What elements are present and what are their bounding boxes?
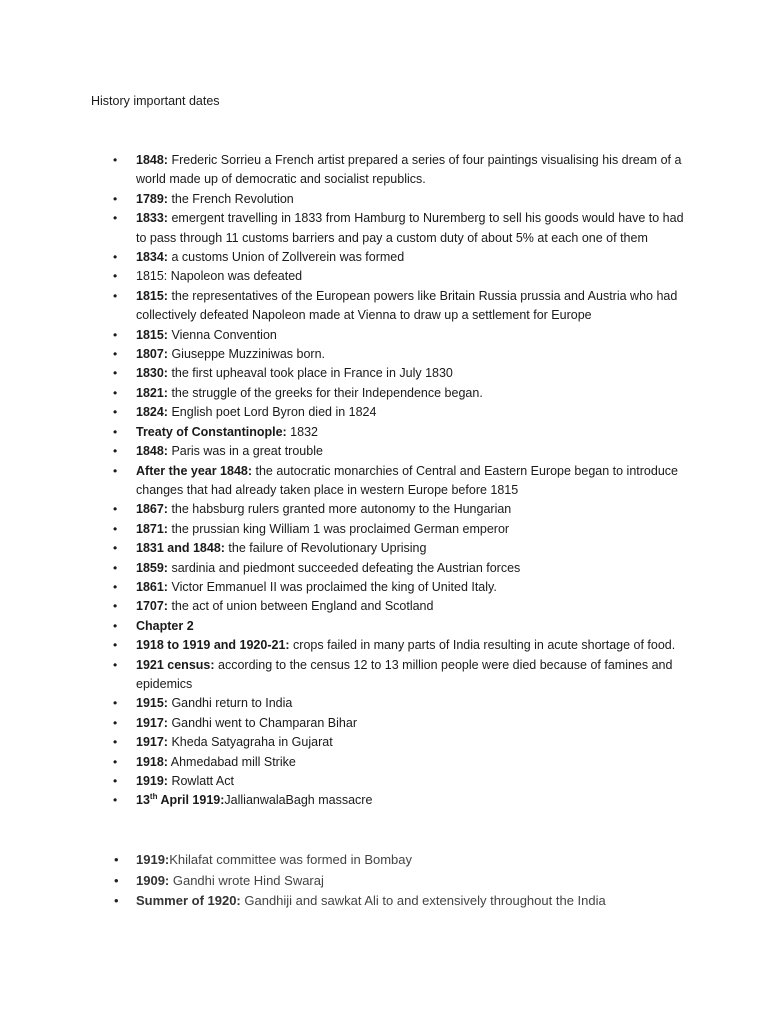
dates-list-secondary: [0, 850, 768, 912]
list-item: [0, 714, 768, 733]
item-date: 1917:: [136, 715, 168, 730]
item-date: 1915:: [136, 696, 168, 711]
item-date: Chapter 2: [136, 618, 194, 633]
bullet-icon: •: [113, 444, 118, 459]
item-date: 1909:: [136, 872, 170, 888]
list-item: [0, 345, 768, 364]
bullet-icon: •: [113, 366, 118, 381]
list-item: [0, 539, 768, 558]
list-item: [0, 190, 768, 209]
list-item: [0, 871, 768, 892]
item-date: 1918 to 1919 and 1920-21:: [136, 638, 290, 653]
item-date: 1821:: [136, 385, 168, 400]
list-item: [0, 578, 768, 597]
item-description: Gandhiji and sawkat Ali to and extensively throughout the India: [240, 893, 606, 908]
item-date: 1824:: [136, 405, 168, 420]
bullet-icon: •: [113, 618, 118, 633]
item-description: crops failed in many parts of India resulting in acute shortage of food.: [289, 638, 676, 653]
list-item: [0, 597, 768, 616]
item-date: 1919:: [136, 852, 170, 867]
item-description: Gandhi wrote Hind Swaraj: [169, 872, 324, 888]
item-date-rest: April 1919:: [157, 793, 225, 808]
list-item: [0, 462, 768, 501]
list-item: [0, 364, 768, 383]
item-date: 1789:: [136, 191, 168, 206]
item-description: Gandhi return to India: [167, 696, 293, 711]
list-item: [0, 891, 768, 912]
bullet-icon: •: [113, 793, 118, 808]
bullet-icon: •: [113, 560, 118, 575]
bullet-icon: •: [113, 521, 118, 536]
list-item: [0, 520, 768, 539]
item-description: the failure of Revolutionary Uprising: [224, 541, 427, 556]
item-date: 1848:: [136, 153, 168, 167]
item-date: Treaty of Constantinople:: [136, 424, 287, 439]
item-date: 1834:: [136, 250, 168, 265]
list-item: [0, 151, 768, 190]
item-description: the autocratic monarchies of Central and Eastern Europe began to introduce changes that had already taken place in western Europe before 1815: [136, 463, 678, 497]
item-date: 1807:: [136, 347, 168, 362]
item-description: 1815: Napoleon was defeated: [136, 269, 303, 284]
item-description: the prussian king William 1 was proclaimed German emperor: [167, 521, 510, 536]
item-description: emergent travelling in 1833 from Hamburg to Nuremberg to sell his goods would have to had to pass through 11 customs barriers and pay a custom duty of about 5% at each one of them: [136, 211, 684, 245]
bullet-icon: •: [113, 638, 118, 653]
bullet-icon: •: [114, 893, 119, 908]
bullet-icon: •: [113, 774, 118, 788]
bullet-icon: •: [113, 657, 118, 672]
bullet-icon: •: [113, 269, 118, 284]
ordinal-suffix: th: [149, 792, 158, 802]
item-date: 1861:: [136, 579, 168, 594]
bullet-icon: •: [113, 599, 118, 614]
item-description: Rowlatt Act: [167, 774, 234, 788]
item-description: the habsburg rulers granted more autonomy to the Hungarian: [167, 502, 512, 517]
list-item: [0, 423, 768, 442]
item-description: Victor Emmanuel II was proclaimed the king of United Italy.: [167, 579, 497, 594]
list-item: [0, 733, 768, 752]
list-item: [0, 442, 768, 461]
item-date: 1815:: [136, 327, 168, 342]
item-description: the struggle of the greeks for their Independence began.: [167, 385, 483, 400]
item-description: the representatives of the European powers like Britain Russia prussia and Austria who had collectively defeated Napoleon made at Vienna to draw up a settlement for Europe: [136, 288, 678, 323]
bullet-icon: •: [113, 153, 118, 167]
item-date: 1848:: [136, 444, 168, 459]
list-item: [0, 209, 768, 248]
list-item: [0, 850, 768, 871]
item-date: 1867:: [136, 502, 168, 517]
bullet-icon: •: [113, 754, 118, 769]
bullet-icon: •: [113, 541, 118, 556]
bullet-icon: •: [113, 288, 118, 303]
bullet-icon: •: [113, 424, 118, 439]
item-date: 1707:: [136, 599, 168, 614]
list-item: [0, 617, 768, 636]
bullet-icon: •: [113, 715, 118, 730]
bullet-icon: •: [113, 347, 118, 362]
item-date: 1815:: [136, 288, 168, 303]
item-description: according to the census 12 to 13 million people were died because of famines and epidemics: [136, 657, 673, 691]
list-item: [0, 791, 768, 810]
bullet-icon: •: [113, 463, 118, 478]
bullet-icon: •: [113, 250, 118, 265]
list-item: [0, 694, 768, 713]
bullet-icon: •: [113, 735, 118, 750]
item-date: [136, 793, 224, 807]
list-item: [0, 559, 768, 578]
item-date: 1921 census:: [136, 657, 215, 672]
item-date: 1830:: [136, 366, 168, 381]
bullet-icon: •: [113, 696, 118, 711]
bullet-icon: •: [113, 502, 118, 517]
bullet-icon: •: [113, 211, 118, 226]
item-date: Summer of 1920:: [136, 893, 241, 908]
item-description: Khilafat committee was formed in Bombay: [169, 852, 413, 867]
item-date: After the year 1848:: [136, 463, 253, 478]
list-item: [0, 636, 768, 655]
item-date: 1859:: [136, 560, 168, 575]
item-date: 1917:: [136, 735, 168, 750]
list-item: [0, 267, 768, 286]
list-item: [0, 326, 768, 345]
page-title: History important dates: [91, 94, 220, 108]
list-item: [0, 403, 768, 422]
bullet-icon: •: [114, 852, 119, 867]
list-item: [0, 248, 768, 267]
item-description: the French Revolution: [167, 191, 294, 206]
item-date-day: 13: [136, 793, 150, 808]
item-description: JallianwalaBagh massacre: [224, 793, 373, 808]
item-description: English poet Lord Byron died in 1824: [167, 405, 377, 420]
item-description: Paris was in a great trouble: [167, 444, 323, 459]
list-item: [0, 500, 768, 519]
item-date: 1918:: [136, 754, 168, 769]
item-description: the act of union between England and Scotland: [167, 599, 434, 614]
item-description: Giuseppe Muzziniwas born.: [167, 347, 326, 362]
item-date: 1833:: [136, 211, 168, 226]
list-item: [0, 753, 768, 772]
dates-list: [0, 151, 768, 811]
item-description: 1832: [286, 424, 318, 439]
item-description: Kheda Satyagraha in Gujarat: [167, 735, 333, 750]
item-date: 1871:: [136, 521, 168, 536]
list-item: [0, 384, 768, 403]
item-description: Gandhi went to Champaran Bihar: [167, 715, 357, 730]
list-item: [0, 772, 768, 791]
item-description: a customs Union of Zollverein was formed: [167, 250, 405, 265]
item-description: Ahmedabad mill Strike: [167, 754, 296, 769]
list-item: [0, 656, 768, 695]
bullet-icon: •: [113, 579, 118, 594]
item-description: sardinia and piedmont succeeded defeating the Austrian forces: [167, 560, 521, 575]
item-date: 1831 and 1848:: [136, 541, 225, 556]
bullet-icon: •: [113, 191, 118, 206]
bullet-icon: •: [114, 872, 119, 888]
item-description: the first upheaval took place in France in July 1830: [167, 366, 453, 381]
list-item: [0, 287, 768, 326]
item-date: 1919:: [136, 774, 168, 788]
bullet-icon: •: [113, 327, 118, 342]
item-description: Frederic Sorrieu a French artist prepared a series of four paintings visualising his dream of a world made up of democratic and socialist republics.: [136, 153, 682, 187]
bullet-icon: •: [113, 405, 118, 420]
item-description: Vienna Convention: [167, 327, 277, 342]
bullet-icon: •: [113, 385, 118, 400]
